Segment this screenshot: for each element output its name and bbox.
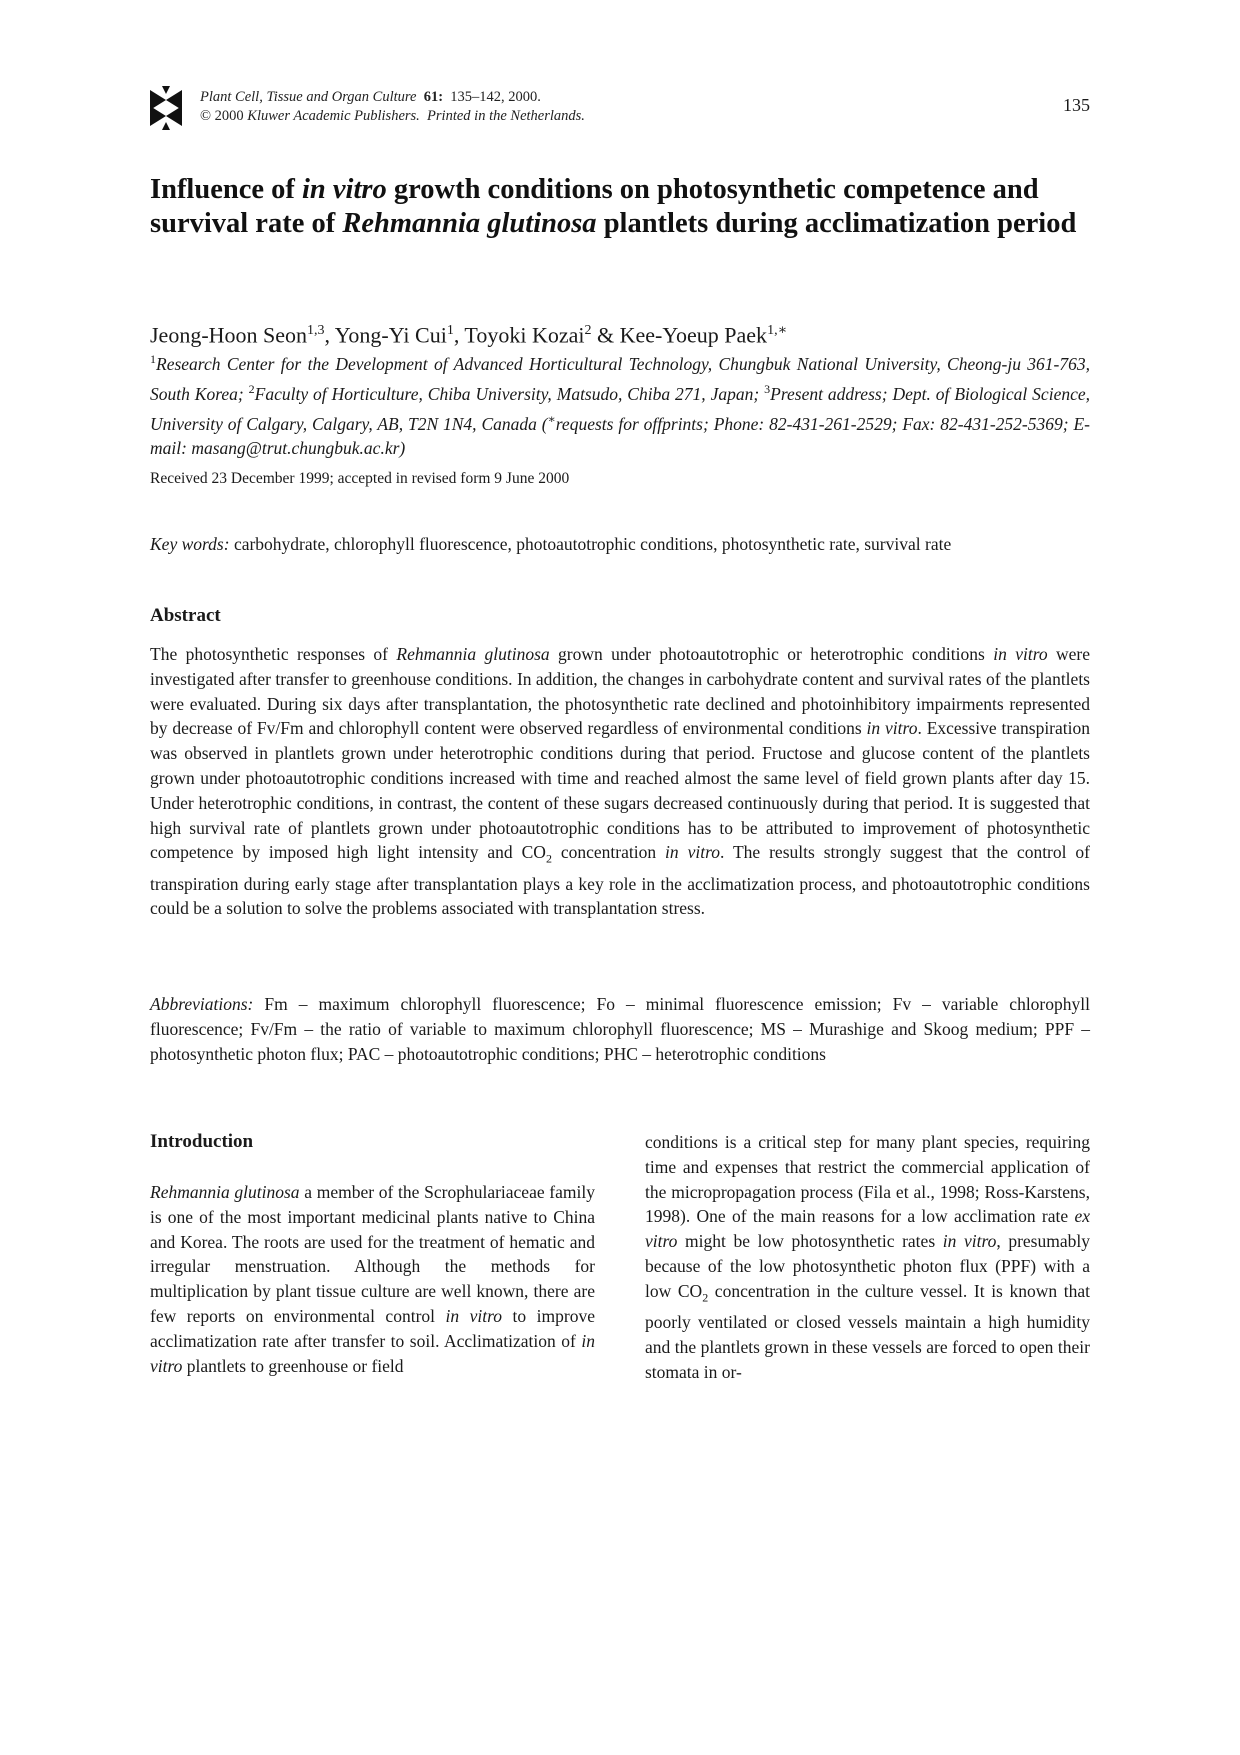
author-list: Jeong-Hoon Seon$^{1,3}$, Yong-Yi Cui$^1$, Toyoki Kozai$^2$ & Kee-Yoeup Paek$^{1,∗}$ bbox=[150, 322, 788, 348]
introduction-right-column: conditions is a critical step for many plant species, requiring time and expenses that restrict the commercial application of the micropropagation process (Fila et al., 1998; Ross-Karstens, 1998). One of the main reasons for a low acclimation rate ex vitro might be low photosynthetic rates in vitro, presumably because of the low photosynthetic photon flux (PPF) with a low $CO_2$ concentration in the culture vessel. It is known that poorly ventilated or closed vessels maintain a high humidity and the plantlets grown in these vessels are forced to open their stomata in or- bbox=[645, 1132, 1090, 1382]
page-number: 135 bbox=[1063, 95, 1090, 115]
introduction-left-column: Rehmannia glutinosa a member of the Scrophulariaceae family is one of the most important medicinal plants native to China and Korea. The roots are used for the treatment of hematic and irregular menstruation. Although the methods for multiplication by plant tissue culture are well known, there are few reports on environmental control in vitro to improve acclimatization rate after transfer to soil. Acclimatization of in vitro plantlets to greenhouse or field bbox=[150, 1182, 595, 1376]
received-dates: Received 23 December 1999; accepted in revised form 9 June 2000 bbox=[150, 470, 570, 487]
article-title: Influence of in vitro growth conditions on photosynthetic competence and survival rate of Rehmannia glutinosa plantlets during acclimatization period bbox=[150, 174, 1077, 239]
copyright-line: © 2000 Kluwer Academic Publishers. Printed in the Netherlands. bbox=[200, 108, 585, 124]
keywords: Key words: carbohydrate, chlorophyll fluorescence, photoautotrophic conditions, photosynthetic rate, survival rate bbox=[150, 534, 952, 554]
abstract-body: The photosynthetic responses of Rehmannia glutinosa grown under photoautotrophic or heterotrophic conditions in vitro were investigated after transfer to greenhouse conditions. In addition, the changes in carbohydrate content and survival rates of the plantlets were evaluated. During six days after transplantation, the photosynthetic rate declined and photoinhibitory impairments represented by decrease of Fv/Fm and chlorophyll content were observed regardless of environmental conditions in vitro. Excessive transpiration was observed in plantlets grown under heterotrophic conditions during that period. Fructose and glucose content of the plantlets grown under photoautotrophic conditions increased with time and reached almost the same level of field grown plants after day 15. Under heterotrophic conditions, in contrast, the content of these sugars decreased continuously during that period. It is suggested that high survival rate of plantlets grown under photoautotrophic conditions has to be attributed to improvement of photosynthetic competence by imposed high light intensity and $CO_2$ concentration in vitro. The results strongly suggest that the control of transpiration during early stage after transplantation plays a key role in the acclimatization process, and photoautotrophic conditions could be a solution to solve the problems associated with transplantation stress. bbox=[150, 644, 1091, 919]
abstract-heading: Abstract bbox=[150, 605, 221, 626]
publisher-logo-icon bbox=[148, 86, 184, 130]
abbreviations: Abbreviations: Fm – maximum chlorophyll fluorescence; Fo – minimal fluorescence emission; Fv – variable chlorophyll fluorescence; Fv/Fm – the ratio of variable to maximum chlorophyll fluorescence; MS – Murashige and Skoog medium; PPF – photosynthetic photon flux; PAC – photoautotrophic conditions; PHC – heterotrophic conditions bbox=[150, 994, 1090, 1064]
journal-header bbox=[200, 88, 585, 126]
journal-citation: Plant Cell, Tissue and Organ Culture 61: 135–142, 2000. bbox=[200, 89, 541, 105]
introduction-heading: Introduction bbox=[150, 1131, 254, 1152]
affiliations: $^1$Research Center for the Development of Advanced Horticultural Technology, Chungbuk National University, Cheong-ju 361-763, South Korea; $^2$Faculty of Horticulture, Chiba University, Matsudo, Chiba 271, Japan; $^3$Present address; Dept. of Biological Science, University of Calgary, Calgary, AB, T2N 1N4, Canada (∗requests for offprints; Phone: 82-431-261-2529; Fax: 82-431-252-5369; E-mail: masang@trut.chungbuk.ac.kr) bbox=[150, 352, 1090, 459]
